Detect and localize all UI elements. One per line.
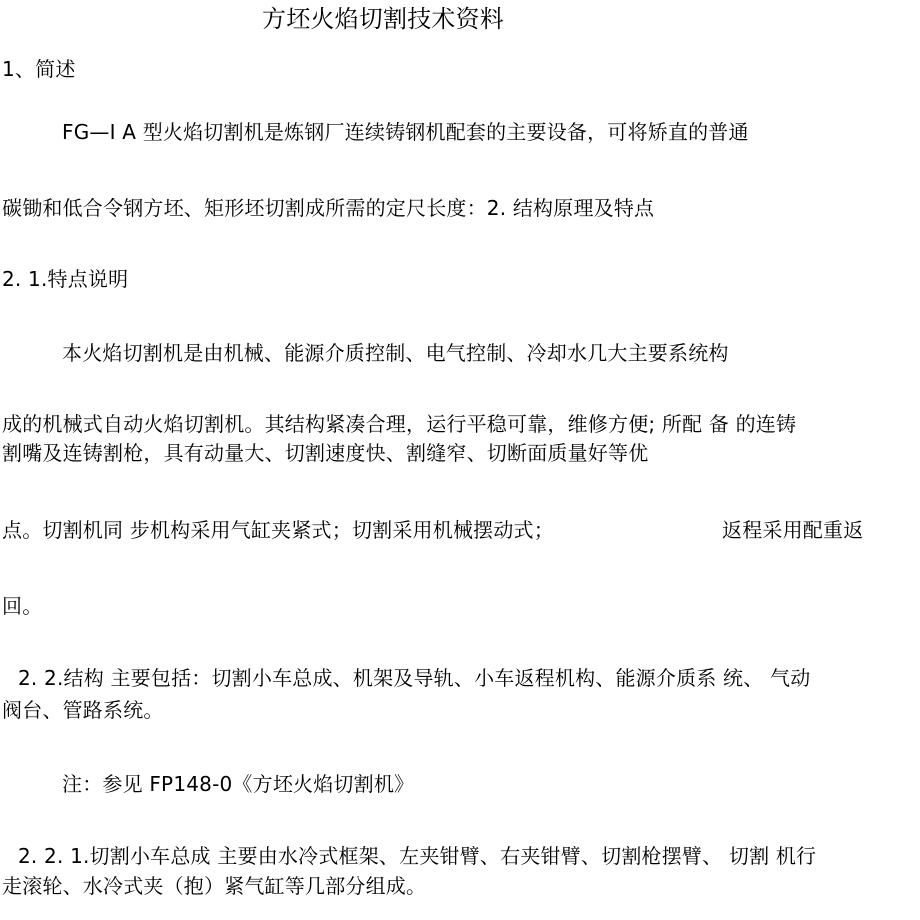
section-1-heading: 1、简述	[2, 57, 76, 81]
section-2-1-paragraph-line-2: 成的机械式自动火焰切割机。其结构紧凑合理，运行平稳可靠，维修方便; 所配 备 的连铸	[2, 412, 797, 436]
section-2-1-paragraph-line-4a: 点。切割机同 步机构采用气缸夹紧式；切割采用机械摆动式；	[2, 518, 554, 542]
note-line: 注：参见 FP148-0《方坯火焰切割机》	[62, 772, 415, 796]
section-2-1-paragraph-line-4b: 返程采用配重返	[722, 518, 864, 542]
document-title: 方坯火焰切割技术资料	[262, 5, 504, 33]
section-2-2-line-1: 2. 2.结构 主要包括：切割小车总成、机架及导轨、小车返程机构、能源介质系 统、 气动	[18, 666, 811, 690]
section-2-1-heading: 2. 1.特点说明	[2, 267, 129, 291]
section-2-2-1-line-2: 走滚轮、水冷式夹（抱）紧气缸等几部分组成。	[2, 874, 427, 898]
section-2-2-1-line-1: 2. 2. 1.切割小车总成 主要由水冷式框架、左夹钳臂、右夹钳臂、切割枪摆臂、 切割 机行	[18, 844, 817, 868]
section-1-paragraph-line-2: 碳锄和低合令钢方坯、矩形坯切割成所需的定尺长度：2. 结构原理及特点	[2, 196, 655, 220]
section-2-1-paragraph-line-3: 割嘴及连铸割枪，具有动量大、切割速度快、割缝窄、切断面质量好等优	[2, 441, 649, 465]
section-2-1-paragraph-line-1: 本火焰切割机是由机械、能源介质控制、电气控制、冷却水几大主要系统构	[62, 341, 729, 365]
section-2-1-paragraph-line-5: 回。	[2, 594, 43, 618]
section-1-paragraph-line-1: FG—I A 型火焰切割机是炼钢厂连续铸钢机配套的主要设备，可将矫直的普通	[62, 120, 749, 144]
section-2-2-line-2: 阀台、管路系统。	[2, 698, 164, 722]
